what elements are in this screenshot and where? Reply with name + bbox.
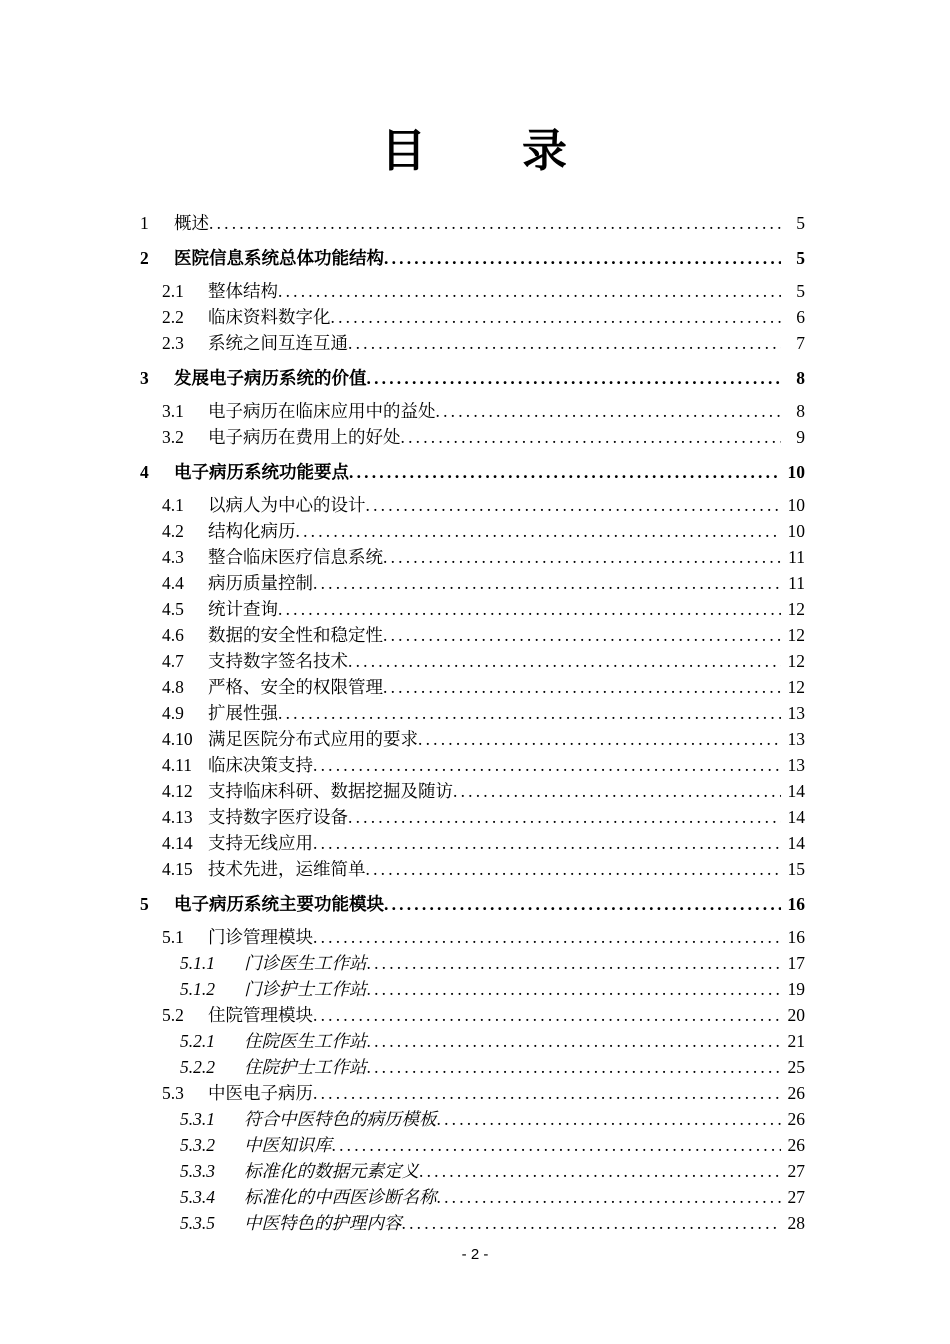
toc-entry-page: 10 [787,462,805,482]
dot-leader [313,1080,781,1106]
toc-entry-number: 4.5 [162,599,184,619]
toc-entry-label: 严格、安全的权限管理 [208,677,383,697]
dot-leader [418,726,781,752]
toc-entry-page: 9 [796,427,805,447]
dot-leader [402,1210,782,1236]
dot-leader [384,245,781,271]
toc-entry-label: 符合中医特色的病历模板 [244,1109,437,1129]
toc-entry-page: 26 [787,1109,805,1129]
toc-entry-label: 支持临床科研、数据挖掘及随访 [208,781,453,801]
dot-leader [313,570,781,596]
toc-entry[interactable] [0,1054,950,1080]
toc-entry-number: 3.2 [162,427,184,447]
toc-entry-label: 电子病历系统功能要点 [174,462,349,482]
dot-leader [367,365,782,391]
toc-entry-number: 4.10 [162,729,193,749]
toc-entry-label: 电子病历系统主要功能模块 [174,894,384,914]
dot-leader [383,622,781,648]
toc-entry-label: 中医知识库 [244,1135,332,1155]
toc-entry[interactable] [0,778,950,804]
toc-entry-page: 12 [787,625,805,645]
dot-leader [437,1184,782,1210]
toc-entry-number: 3.1 [162,401,184,421]
toc-entry-number: 3 [140,368,149,388]
toc-entry-number: 4.9 [162,703,184,723]
toc-entry-label: 门诊管理模块 [208,927,313,947]
toc-entry-label: 概述 [174,213,209,233]
toc-entry-label: 技术先进，运维简单 [208,859,366,879]
toc-entry-number: 2.2 [162,307,184,327]
dot-leader [383,544,781,570]
toc-entry-number: 5.3.4 [180,1187,215,1207]
toc-entry-label: 支持无线应用 [208,833,313,853]
toc-entry[interactable] [0,804,950,830]
toc-entry-page: 16 [787,927,805,947]
dot-leader [401,424,782,450]
toc-entry-page: 13 [787,755,805,775]
toc-entry-number: 2.3 [162,333,184,353]
toc-entry-number: 4.1 [162,495,184,515]
toc-entry-number: 4.11 [162,755,192,775]
toc-entry[interactable] [0,674,950,700]
dot-leader [419,1158,781,1184]
toc-entry-number: 5.1.2 [180,979,215,999]
toc-entry-number: 5.1.1 [180,953,215,973]
toc-entry-label: 标准化的数据元素定义 [244,1161,419,1181]
dot-leader [296,518,782,544]
toc-entry-page: 27 [787,1187,805,1207]
toc-entry[interactable] [0,596,950,622]
toc-entry-number: 4.14 [162,833,193,853]
dot-leader [367,976,782,1002]
toc-entry-page: 10 [787,521,805,541]
toc-entry-page: 5 [796,213,805,233]
toc-entry-number: 5.1 [162,927,184,947]
toc-entry-number: 4.7 [162,651,184,671]
toc-entry-label: 支持数字医疗设备 [208,807,348,827]
toc-entry[interactable] [0,459,950,485]
dot-leader [278,700,781,726]
toc-entry-number: 5.3.5 [180,1213,215,1233]
toc-entry-label: 住院护士工作站 [244,1057,367,1077]
dot-leader [367,1028,782,1054]
toc-entry[interactable] [0,700,950,726]
toc-entry[interactable] [0,976,950,1002]
toc-entry[interactable] [0,518,950,544]
toc-entry-label: 门诊医生工作站 [244,953,367,973]
toc-entry-number: 5.2 [162,1005,184,1025]
toc-entry-number: 5.3.2 [180,1135,215,1155]
toc-entry[interactable] [0,424,950,450]
dot-leader [313,830,781,856]
toc-entry-label: 支持数字签名技术 [208,651,348,671]
toc-entry[interactable] [0,1184,950,1210]
dot-leader [437,1106,782,1132]
toc-entry-number: 5 [140,894,149,914]
dot-leader [209,210,781,236]
toc-entry-label: 以病人为中心的设计 [208,495,366,515]
toc-entry[interactable] [0,924,950,950]
toc-entry[interactable] [0,278,950,304]
toc-entry-page: 14 [787,833,805,853]
dot-leader [367,950,782,976]
dot-leader [332,1132,782,1158]
toc-entry-number: 4.2 [162,521,184,541]
toc-entry[interactable] [0,330,950,356]
toc-entry-number: 4.12 [162,781,193,801]
toc-entry[interactable] [0,648,950,674]
toc-entry-page: 11 [788,547,805,567]
toc-entry-label: 住院医生工作站 [244,1031,367,1051]
toc-title: 目 录 [380,126,569,176]
toc-entry-label: 满足医院分布式应用的要求 [208,729,418,749]
toc-entry-page: 14 [787,807,805,827]
toc-entry-number: 4.15 [162,859,193,879]
toc-entry-page: 13 [787,729,805,749]
toc-entry-page: 17 [787,953,805,973]
toc-entry[interactable] [0,1028,950,1054]
toc-entry[interactable] [0,570,950,596]
toc-entry-number: 5.3.3 [180,1161,215,1181]
toc-entry-number: 4.13 [162,807,193,827]
toc-entry-label: 系统之间互连互通 [208,333,348,353]
toc-entry[interactable] [0,1210,950,1236]
toc-entry-label: 扩展性强 [208,703,278,723]
toc-entry-page: 16 [787,894,805,914]
dot-leader [349,459,781,485]
toc-entry[interactable] [0,1002,950,1028]
toc-entry-label: 医院信息系统总体功能结构 [174,248,384,268]
dot-leader [453,778,781,804]
toc-entry[interactable] [0,398,950,424]
page-number-footer: - 2 - [461,1246,489,1263]
toc-entry-page: 11 [788,573,805,593]
toc-entry-label: 中医电子病历 [208,1083,313,1103]
toc-entry-number: 1 [140,213,149,233]
toc-entry[interactable] [0,210,950,236]
dot-leader [278,278,781,304]
toc-entry-page: 14 [787,781,805,801]
toc-entry-label: 数据的安全性和稳定性 [208,625,383,645]
toc-entry-label: 结构化病历 [208,521,296,541]
toc-entry-page: 5 [796,248,805,268]
toc-entry[interactable] [0,1106,950,1132]
toc-entry[interactable] [0,492,950,518]
dot-leader [367,1054,782,1080]
toc-entry-page: 19 [787,979,805,999]
toc-entry-page: 21 [787,1031,805,1051]
toc-entry-number: 4 [140,462,149,482]
dot-leader [348,804,781,830]
toc-entry-label: 门诊护士工作站 [244,979,367,999]
toc-entry-number: 4.3 [162,547,184,567]
toc-entry[interactable] [0,365,950,391]
dot-leader [383,674,781,700]
toc-entry-label: 统计查询 [208,599,278,619]
toc-entry[interactable] [0,752,950,778]
toc-entry-page: 8 [796,401,805,421]
toc-entry-page: 27 [787,1161,805,1181]
toc-entry-page: 26 [787,1083,805,1103]
toc-entry-number: 2 [140,248,149,268]
toc-entry-label: 住院管理模块 [208,1005,313,1025]
dot-leader [366,856,782,882]
dot-leader [348,648,781,674]
dot-leader [331,304,782,330]
toc-entry-label: 电子病历在临床应用中的益处 [208,401,436,421]
toc-entry-number: 4.8 [162,677,184,697]
toc-entry-page: 13 [787,703,805,723]
toc-entry-page: 5 [796,281,805,301]
toc-entry-label: 临床资料数字化 [208,307,331,327]
toc-entry[interactable] [0,856,950,882]
toc-entry-number: 5.2.2 [180,1057,215,1077]
dot-leader [278,596,781,622]
toc-entry-number: 4.6 [162,625,184,645]
toc-entry-label: 发展电子病历系统的价值 [174,368,367,388]
toc-entry-label: 整合临床医疗信息系统 [208,547,383,567]
toc-entry-page: 7 [796,333,805,353]
dot-leader [313,924,781,950]
dot-leader [313,1002,781,1028]
toc-entry-page: 28 [787,1213,805,1233]
dot-leader [348,330,781,356]
toc-entry[interactable] [0,1080,950,1106]
toc-entry-label: 临床决策支持 [208,755,313,775]
toc-entry-page: 12 [787,651,805,671]
toc-entry-page: 12 [787,677,805,697]
toc-entry-number: 5.3.1 [180,1109,215,1129]
toc-entry-page: 15 [787,859,805,879]
toc-entry[interactable] [0,891,950,917]
toc-entry[interactable] [0,1132,950,1158]
toc-entry[interactable] [0,830,950,856]
toc-entry-page: 6 [796,307,805,327]
toc-entry[interactable] [0,950,950,976]
toc-entry-page: 10 [787,495,805,515]
toc-entry-label: 病历质量控制 [208,573,313,593]
toc-entry-page: 8 [796,368,805,388]
dot-leader [384,891,781,917]
dot-leader [313,752,781,778]
toc-entry-label: 标准化的中西医诊断名称 [244,1187,437,1207]
toc-entry-number: 4.4 [162,573,184,593]
toc-entry-page: 25 [787,1057,805,1077]
dot-leader [436,398,782,424]
toc-entry-number: 2.1 [162,281,184,301]
toc-entry-page: 20 [787,1005,805,1025]
toc-entry[interactable] [0,726,950,752]
toc-entry-page: 12 [787,599,805,619]
dot-leader [366,492,782,518]
toc-entry[interactable] [0,245,950,271]
toc-entry[interactable] [0,622,950,648]
toc-entry-number: 5.2.1 [180,1031,215,1051]
toc-entry-page: 26 [787,1135,805,1155]
toc-entry-label: 整体结构 [208,281,278,301]
toc-entry-label: 中医特色的护理内容 [244,1213,402,1233]
toc-entry-label: 电子病历在费用上的好处 [208,427,401,447]
toc-entry[interactable] [0,304,950,330]
toc-entry-number: 5.3 [162,1083,184,1103]
toc-list [0,210,950,1236]
toc-entry[interactable] [0,544,950,570]
toc-entry[interactable] [0,1158,950,1184]
